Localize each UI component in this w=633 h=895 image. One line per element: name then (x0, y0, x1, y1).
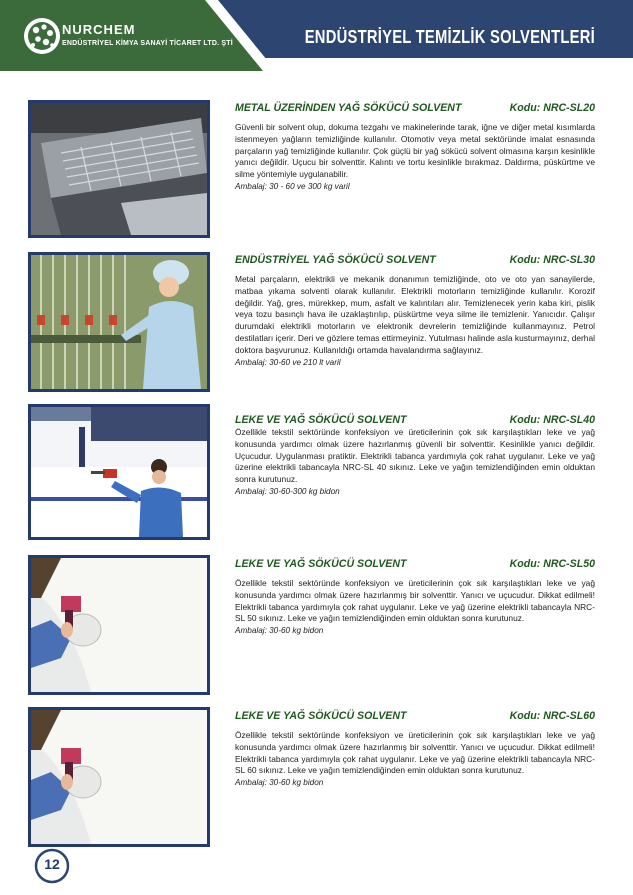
logo-globe-icon (24, 18, 60, 54)
product-code: Kodu: NRC-SL50 (509, 558, 595, 570)
product-description: Özellikle tekstil sektöründe konfeksiyon ve üreticilerinin çok sık karşılaştıkları leke ve yağ konusunda yardımcı olmak üzere hazırlanmış güvenli bir solventtir. Kesinlikle yanıcı değildir. Uçucudur. Uygulanması pratiktir. Elektrikli tabanca yardımıyla çok rahat uygulanır. Leke ve yağ üzerine elektrikli tabancayla NRC-SL 40 sıkınız. Leke ve yağın temizlendiğinden emin olduktan sonra kurutunuz. (235, 427, 595, 485)
product-photo-degreasing-tank (28, 100, 210, 238)
product-description: Güvenli bir solvent olup, dokuma tezgahı ve makinelerinde tarak, iğne ve diğer metal kısımlarda istenmeyen yağların temizliğinde kullanılır. Otomotiv veya metal sektöründe imalat esnasında parçaların yağ temizliğinde kullanılır. Çok güçlü bir yağ sökücü solvent olmasına karşın kesinlikle yanıcı değildir. Uçucu bir solventtir. Kalıntı ve tortu kesinlikle bırakmaz. Daldırma, püskürtme ve silme yöntemiyle uygulanabilir. (235, 122, 595, 180)
product-title: LEKE VE YAĞ SÖKÜCÜ SOLVENT (235, 558, 407, 570)
product-heading (235, 414, 595, 426)
product-packaging: Ambalaj: 30-60 ve 210 lt varil (235, 357, 341, 367)
product-packaging: Ambalaj: 30-60-300 kg bidon (235, 486, 340, 496)
product-packaging: Ambalaj: 30-60 kg bidon (235, 626, 324, 636)
product-description: Metal parçaların, elektrikli ve mekanik donanımın temizliğinde, oto ve oto yan sanayilerde, matbaa yıkama solventi olarak kullanılır. Elektrikli motorların temizliğinde kullanılır. Korozif değildir. Yağ, gres, mürekkep, mum, asfalt ve kalıntıları alır. Temizlenecek yerin kaba kiri, pislik veya tozu basınçlı hava ile uzaklaştırılıp, püskürtme veya silme ile temizlenir. Yanıcıdır. Çalışır durumdaki elektrikli motorların ve elektronik devrelerin temizliğinde kullanmayınız. Petrol destilatları içerir. Deri ve gözlere temas ettirmeyiniz. Yutulması halinde asla kusturmayınız, derhal doktora başvurunuz. Kullanıldığı ortamda havalandırma sağlayınız. (235, 274, 595, 355)
product-description: Özellikle tekstil sektöründe konfeksiyon ve üreticilerinin çok sık karşılaştıkları leke ve yağ konusunda yardımcı olmak üzere hazırlanmış bir solventtir. Yanıcı ve uçucudur. Dikkat edilmeli! Elektrikli tabanca yardımıyla çok rahat uygulanır. Leke ve yağ üzerine elektrikli tabancayla NRC-SL 50 sıkınız. Leke ve yağın temizlendiğinden emin olduktan sonra kurutunuz. (235, 578, 595, 624)
page-number: 12 (44, 856, 60, 872)
product-title: ENDÜSTRİYEL YAĞ SÖKÜCÜ SOLVENT (235, 254, 436, 266)
product-photo-stain-gun (28, 404, 210, 540)
product-photo-spray-gun-fabric (28, 555, 210, 695)
product-info (235, 102, 595, 193)
brand-name: NURCHEM (62, 22, 136, 37)
product-heading (235, 102, 595, 114)
product-photo-spray-gun-fabric-2 (28, 707, 210, 847)
product-code: Kodu: NRC-SL60 (509, 710, 595, 722)
product-title: LEKE VE YAĞ SÖKÜCÜ SOLVENT (235, 414, 407, 426)
product-info (235, 558, 595, 637)
product-info (235, 414, 595, 498)
product-code: Kodu: NRC-SL20 (509, 102, 595, 114)
page-header (0, 0, 633, 71)
page-title: ENDÜSTRİYEL TEMİZLİK SOLVENTLERİ (304, 27, 595, 47)
product-heading (235, 710, 595, 722)
product-packaging: Ambalaj: 30-60 kg bidon (235, 778, 324, 788)
product-packaging: Ambalaj: 30 - 60 ve 300 kg varil (235, 181, 350, 191)
product-title: LEKE VE YAĞ SÖKÜCÜ SOLVENT (235, 710, 407, 722)
product-info (235, 710, 595, 789)
product-heading (235, 558, 595, 570)
company-name: ENDÜSTRİYEL KİMYA SANAYİ TİCARET LTD. ŞTİ (62, 40, 233, 47)
product-code: Kodu: NRC-SL40 (509, 414, 595, 426)
product-photo-textile-worker (28, 252, 210, 392)
product-info (235, 254, 595, 368)
product-code: Kodu: NRC-SL30 (509, 254, 595, 266)
product-heading (235, 254, 595, 266)
product-description: Özellikle tekstil sektöründe konfeksiyon ve üreticilerinin çok sık karşılaştıkları leke ve yağ konusunda yardımcı olmak üzere hazırlanmış bir solventtir. Yanıcı ve uçucudur. Dikkat edilmeli! Elektrikli tabanca yardımıyla çok rahat uygulanır. Leke ve yağ üzerine elektrikli tabancayla NRC-SL 60 sıkınız. Leke ve yağın temizlendiğinden emin olduktan sonra kurutunuz. (235, 730, 595, 776)
product-title: METAL ÜZERİNDEN YAĞ SÖKÜCÜ SOLVENT (235, 102, 462, 114)
